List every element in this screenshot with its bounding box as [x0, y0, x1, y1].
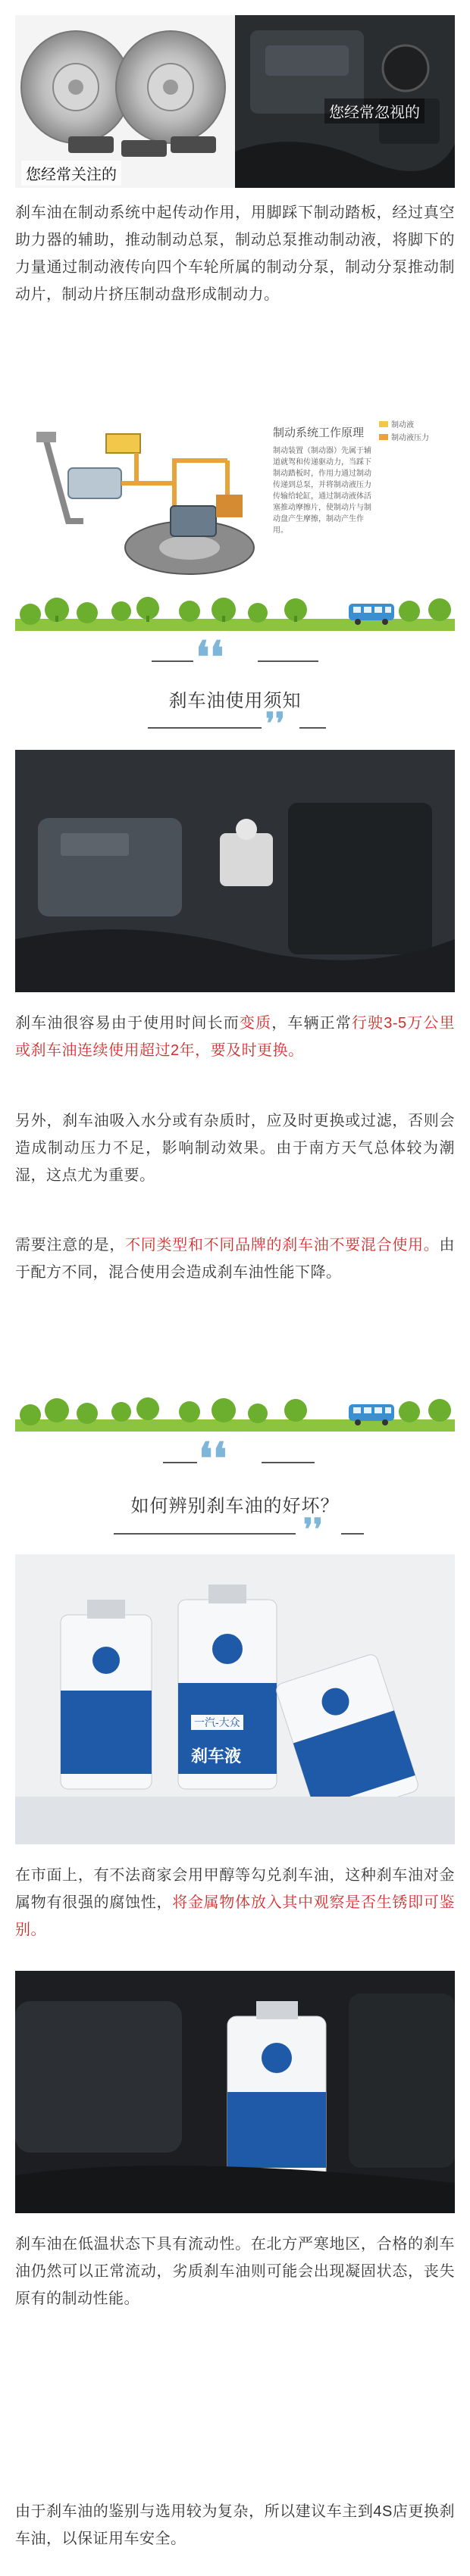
left-image-caption: 您经常关注的 — [21, 161, 121, 186]
text-segment: 刹车油很容易由于使用时间长而 — [15, 1015, 240, 1032]
divider-line — [299, 727, 326, 729]
divider-line — [152, 660, 193, 662]
low-temperature-paragraph: 刹车油在低温状态下具有流动性。在北方严寒地区，合格的刹车油仍然可以正常流动，劣质刹车油则可能会出现凝固状态，丧失原有的制动性能。 — [15, 2236, 455, 2307]
scenery-banner-1 — [15, 593, 455, 631]
product-name-label: 刹车液 — [191, 1747, 242, 1766]
section2-quote-top — [0, 1433, 470, 1485]
engine-photo-illustration — [15, 750, 455, 992]
highlight-text: 不同类型和不同品牌的刹车油不要混合使用。 — [125, 1237, 440, 1254]
section1-quote-bottom — [0, 706, 470, 742]
close-quote-icon: ❜❜ — [265, 706, 285, 742]
top-image-right — [235, 15, 455, 188]
diagram-title: 制动系统工作原理 — [273, 426, 365, 439]
divider-line — [262, 1462, 315, 1463]
change-interval-paragraph — [15, 1010, 455, 1064]
scenery-banner-2 — [15, 1394, 455, 1432]
diagram-legend — [379, 418, 429, 442]
highlight-text: 行驶3-5万公里或刹车油连续使用超过2年，要及时更换。 — [15, 1015, 456, 1059]
right-image-caption: 您经常忽视的 — [324, 98, 425, 123]
divider-line — [148, 727, 262, 729]
highlight-text: 变质 — [239, 1015, 272, 1032]
divider-line — [258, 660, 318, 662]
intro-paragraph: 刹车油在制动系统中起传动作用，用脚踩下制动踏板，经过真空助力器的辅助，推动制动总泵，制动总泵推动制动液，将脚下的力量通过制动液传向四个车轮所属的制动分泵，制动分泵推动制动片，制动片挤压制动盘形成制动力。 — [15, 205, 455, 303]
recommendation-paragraph: 由于刹车油的鉴别与选用较为复杂，所以建议车主到4S店更换刹车油，以保证用车安全。 — [15, 2503, 455, 2547]
diagram-description: 制动装置（制动器）先属于辅道就驾和传递驱动力，当踩下制动踏板时，作用力通过制动传递到总泵，并将制动液压力传输给轮缸，通过制动液体活塞推动摩擦片，使制动片与制动盘产生摩擦，制动产生作用。 — [273, 447, 371, 535]
bottle-on-engine-illustration — [15, 1971, 455, 2213]
brake-system-diagram — [15, 415, 455, 578]
legend-item-1: 制动液 — [391, 421, 414, 429]
brake-fluid-product-photo — [15, 1554, 455, 1844]
open-quote-icon: ❛❛ — [196, 632, 224, 683]
top-image-left — [15, 15, 235, 188]
moisture-paragraph: 另外，刹车油吸入水分或有杂质时，应及时更换或过滤，否则会造成制动压力不足，影响制动效果。由于南方天气总体较为潮湿，这点尤为重要。 — [15, 1113, 455, 1184]
text-segment: ，车辆正常 — [271, 1015, 352, 1032]
divider-line — [114, 1533, 296, 1535]
brake-system-schematic — [15, 415, 265, 578]
text-segment: 在市面上，有不法商家会用甲醇等勾兑刹车油，这种刹车油对金属物有很强的腐蚀性， — [15, 1867, 455, 1911]
mixing-warning-paragraph — [15, 1232, 455, 1286]
counterfeit-paragraph — [15, 1862, 455, 1944]
open-quote-icon: ❛❛ — [199, 1433, 227, 1485]
section1-title: 刹车油使用须知 — [168, 691, 302, 711]
section2-quote-bottom — [0, 1512, 470, 1548]
engine-photo — [15, 750, 455, 992]
divider-line — [163, 1462, 197, 1463]
trees-and-bus-illustration — [15, 1394, 455, 1432]
section1-quote-top — [0, 632, 470, 683]
section2-title: 如何辨别刹车油的好坏？ — [130, 1496, 340, 1516]
text-segment: 由于配方不同，混合使用会造成刹车油性能下降。 — [15, 1237, 456, 1281]
close-quote-icon: ❜❜ — [303, 1512, 323, 1547]
text-segment: 需要注意的是， — [15, 1237, 126, 1254]
bottle-on-engine-photo — [15, 1971, 455, 2213]
trees-and-bus-illustration — [15, 593, 455, 631]
divider-line — [341, 1533, 364, 1535]
brake-fluid-bottles-illustration — [15, 1554, 455, 1844]
product-brand-label: 一汽-大众 — [191, 1715, 243, 1730]
legend-item-2: 制动液压力 — [391, 434, 429, 442]
highlight-text: 将金属物体放入其中观察是否生锈即可鉴别。 — [15, 1894, 456, 1938]
